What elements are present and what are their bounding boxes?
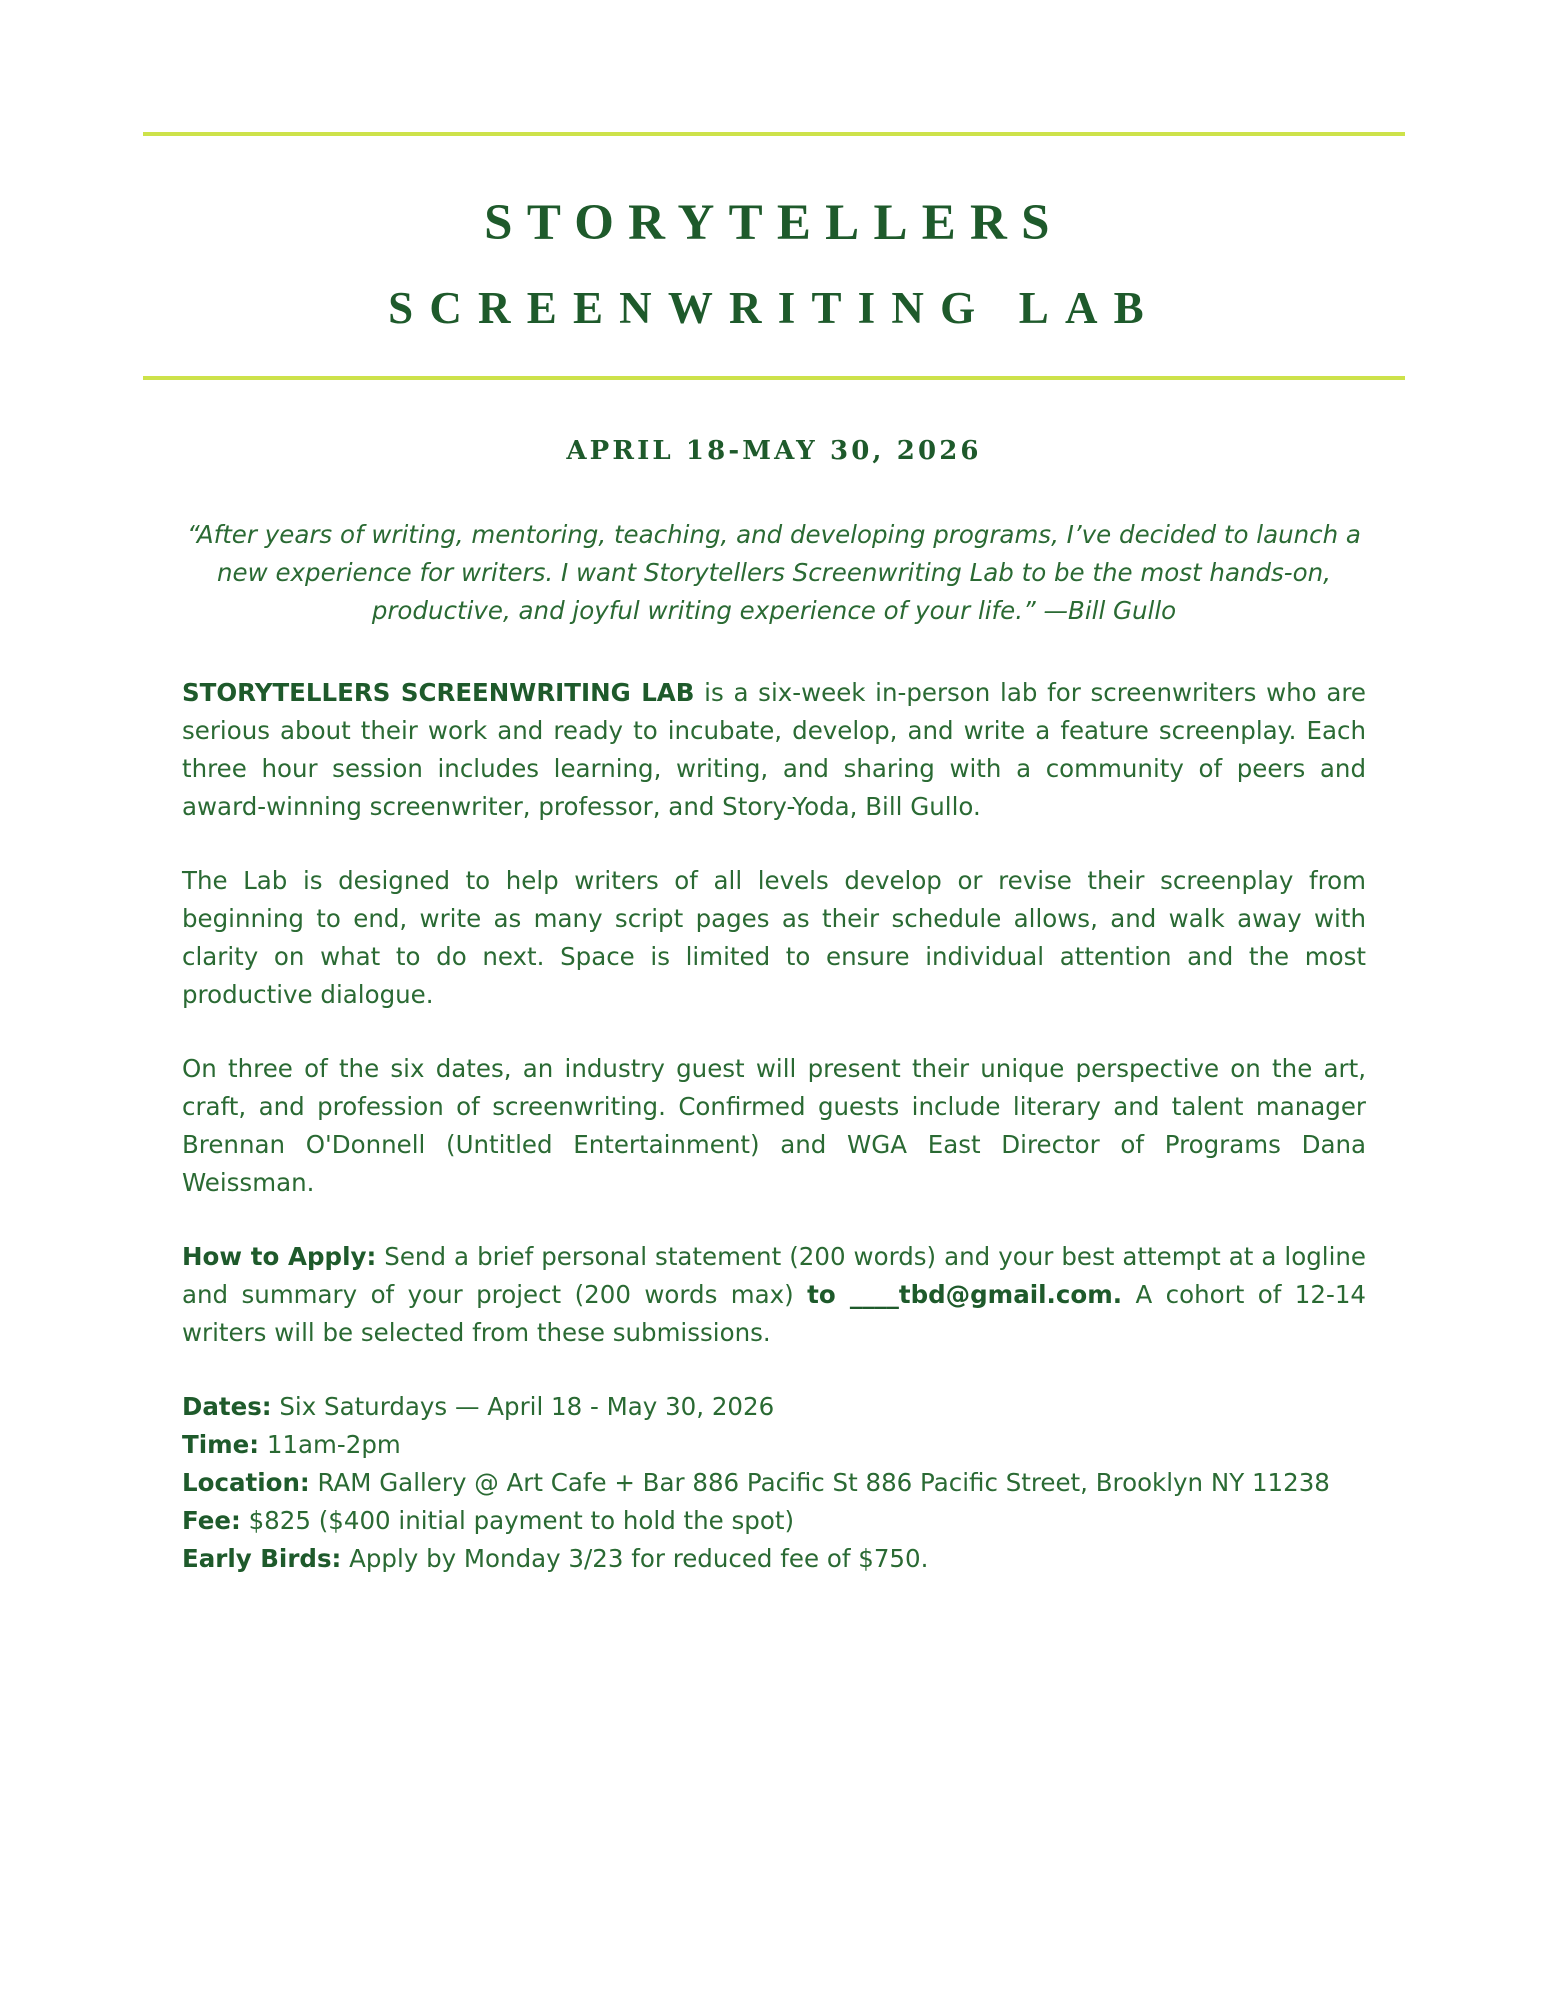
founder-quote: “After years of writing, mentoring, teaching, and developing programs, I’ve decided to launch a new experience for writers. I want Storytellers Screenwriting Lab to be the most hands-on, productive, and joyful writing experience of your life.” —Bill Gullo	[187, 520, 1361, 625]
top-divider	[143, 132, 1405, 136]
detail-value: Six Saturdays — April 18 - May 30, 2026	[271, 1392, 775, 1421]
title-screenwriting-lab: SCREENWRITING LAB	[388, 283, 1160, 333]
intro-body: is a six-week in-person lab for screenwriters who are serious about their work and ready to incubate, develop, and write a feature screenplay. Each three hour session includes learning, writing, and sharing with a community of peers and award-winning screenwriter, professor, and Story-Yoda, Bill Gullo.	[182, 678, 1367, 821]
detail-value: $825 ($400 initial payment to hold the spot)	[240, 1506, 795, 1535]
detail-value: 11am-2pm	[259, 1430, 401, 1459]
event-details	[182, 1388, 1402, 1578]
detail-location	[182, 1464, 1402, 1502]
detail-value: RAM Gallery @ Art Cafe + Bar 886 Pacific St 886 Pacific Street, Brooklyn NY 11238	[309, 1468, 1330, 1497]
detail-label: Dates:	[182, 1392, 272, 1421]
detail-early-birds	[182, 1540, 1402, 1578]
detail-label: Fee:	[182, 1506, 241, 1535]
intro-lead: STORYTELLERS SCREENWRITING LAB	[182, 678, 695, 707]
detail-dates	[182, 1388, 1402, 1426]
detail-label: Location:	[182, 1468, 310, 1497]
detail-label: Early Birds:	[182, 1544, 342, 1573]
apply-label: How to Apply:	[182, 1242, 377, 1271]
detail-value: Apply by Monday 3/23 for reduced fee of $750.	[341, 1544, 929, 1573]
how-to-apply-paragraph	[182, 1238, 1366, 1352]
apply-cohort-text: A cohort of 12-14 writers will be selected from these submissions.	[182, 1280, 1366, 1347]
detail-time	[182, 1426, 1402, 1464]
event-dates-heading: APRIL 18-MAY 30, 2026	[566, 436, 982, 466]
intro-paragraph	[182, 674, 1366, 826]
design-paragraph: The Lab is designed to help writers of all levels develop or revise their screenplay from beginning to end, write as many script pages as their schedule allows, and walk away with clarity on what to do next. Space is limited to ensure individual attention and the most productive dialogue.	[182, 866, 1366, 1009]
title-storytellers: STORYTELLERS	[484, 195, 1064, 251]
bottom-divider	[143, 376, 1405, 380]
detail-label: Time:	[182, 1430, 260, 1459]
guests-paragraph: On three of the six dates, an industry guest will present their unique perspective on the art, craft, and profession of screenwriting. Confirmed guests include literary and talent manager Brennan O'Donnell (Untitled Entertainment) and WGA East Director of Programs Dana Weissman.	[182, 1054, 1366, 1197]
apply-email: to ____tbd@gmail.com.	[807, 1280, 1123, 1309]
detail-fee	[182, 1502, 1402, 1540]
apply-text: Send a brief personal statement (200 words) and your best attempt at a logline and summary of your project (200 words max)	[182, 1242, 1366, 1309]
